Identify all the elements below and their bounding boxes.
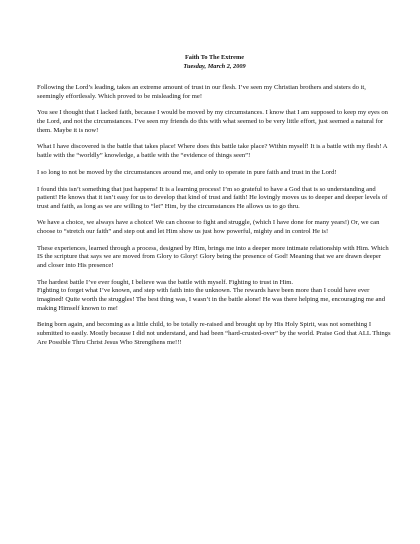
paragraph: I so long to not be moved by the circumstances around me, and only to operate in pure faith and trust in the Lord! — [37, 168, 337, 176]
document-date: Tuesday, March 2, 2009 — [183, 63, 246, 70]
paragraph: The hardest battle I’ve ever fought, I believe was the battle with myself. Fighting to trust in Him. — [37, 278, 293, 286]
document-title: Faith To The Extreme — [184, 54, 245, 61]
paragraph: Being born again, and becoming as a little child, to be totally re-raised and brought up by His Holy Spirit, was not something I submitted to easily. Mostly because I did not understand, and had been “hard-crusted-over” by the world. Praise God that ALL Things Are Possible Thru Christ Jesus Who Strengthens me!!! — [37, 321, 391, 346]
paragraph: I found this isn’t something that just happens! It is a learning process! I’m so grateful to have a God that is so understanding and patient! He knows that it isn’t easy for us to develop that kind of trust and faith! He lovingly moves us to deeper and deeper levels of trust and faith, as long as we are willing to “let” Him, by the circumstances He allows us to go thru. — [37, 185, 388, 210]
paragraph: Following the Lord’s leading, takes an extreme amount of trust in our flesh. I’ve seen my Christian brothers and sisters do it, seemingly effortlessly. Which proved to be misleading for me! — [37, 84, 366, 100]
paragraph: These experiences, learned through a process, designed by Him, brings me into a deeper more intimate relationship with Him. Which IS the scripture that says we are moved from Glory to Glory! Glory being the presence of God! Meaning that we are drawn deeper and closer into His presence! — [37, 244, 389, 270]
paragraph: You see I thought that I lacked faith, because I would be moved by my circumstances. I know that I am supposed to keep my eyes on the Lord, and not the circumstances. I’ve seen my friends do this with what seemed to be very little effort, just seemed a natural for them. Maybe it is now! — [37, 109, 388, 134]
paragraph: What I have discovered is the battle that takes place! Where does this battle take place? Within myself! It is a battle with my flesh! A battle with the “worldly” knowledge, a battle with the “evidence of things seen”! — [37, 143, 388, 159]
paragraph: We have a choice, we always have a choice! We can choose to fight and struggle, (which I have done for many years!) Or, we can choose to “stretch our faith” and step out and let Him show us just how powerful, mighty and in control He is! — [37, 219, 380, 236]
paragraph: Fighting to forget what I’ve known, and step with faith into the unknown. The rewards have been more than I could have ever imagined! Quite worth the struggles! The best thing was, I wasn’t in the battle alone! He was there helping me, encouraging me and making Himself known to me! — [37, 287, 386, 312]
